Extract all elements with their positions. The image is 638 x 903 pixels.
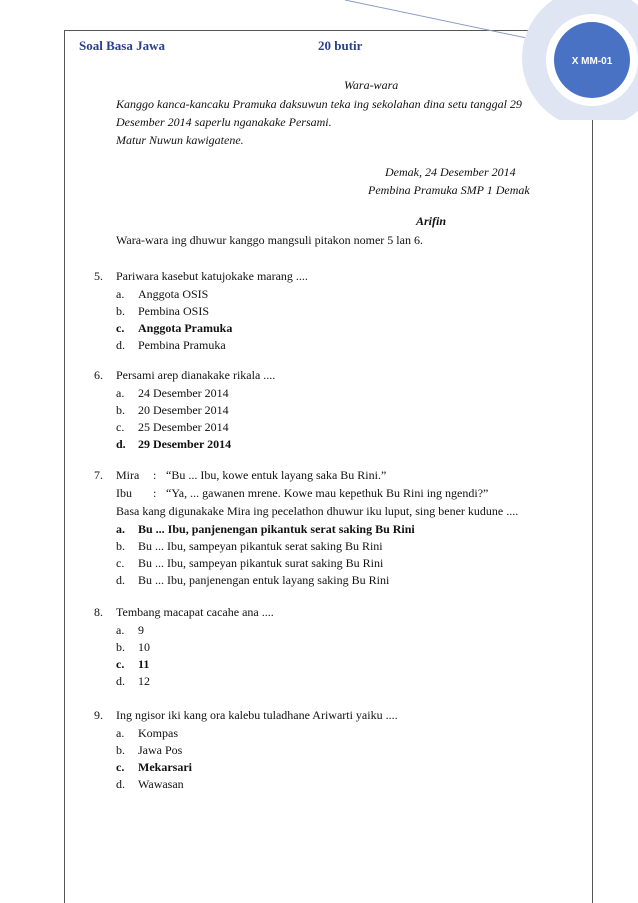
option-text: Bu ... Ibu, sampeyan pikantuk serat saking Bu Rini xyxy=(138,539,383,553)
option-text: 25 Desember 2014 xyxy=(138,420,229,434)
option-letter: c. xyxy=(116,420,125,434)
option-text: Pembina OSIS xyxy=(138,304,210,318)
dialog-separator: : xyxy=(153,486,157,500)
option-letter: a. xyxy=(116,623,125,637)
question-number: 7. xyxy=(94,468,103,482)
question-text: Tembang macapat cacahe ana .... xyxy=(116,605,274,619)
page-frame-left xyxy=(64,30,65,903)
announcement-title: Wara-wara xyxy=(344,78,399,92)
question-text: Persami arep dianakake rikala .... xyxy=(116,368,276,382)
option-letter: b. xyxy=(116,403,125,417)
announcement-line: Kanggo kanca-kancaku Pramuka daksuwun teka ing sekolahan dina setu tanggal 29 xyxy=(116,97,522,111)
option-letter: a. xyxy=(116,386,125,400)
question-number: 5. xyxy=(94,269,103,283)
option-letter-answer: a. xyxy=(116,522,125,536)
question-text: Pariwara kasebut katujokake marang .... xyxy=(116,269,308,283)
question-number: 6. xyxy=(94,368,103,382)
option-text: Wawasan xyxy=(138,777,184,791)
option-text-answer: Mekarsari xyxy=(138,760,192,774)
option-letter-answer: c. xyxy=(116,321,125,335)
announcement-line: Desember 2014 saperlu nganakake Persami. xyxy=(116,115,332,129)
announcement-signer: Arifin xyxy=(416,214,447,228)
option-text: Bu ... Ibu, panjenengan entuk layang saking Bu Rini xyxy=(138,573,390,587)
option-text-answer: Anggota Pramuka xyxy=(138,321,233,335)
option-text: Anggota OSIS xyxy=(138,287,209,301)
option-text: Bu ... Ibu, sampeyan pikantuk surat saking Bu Rini xyxy=(138,556,384,570)
option-letter: c. xyxy=(116,556,125,570)
option-letter: b. xyxy=(116,539,125,553)
option-text: 20 Desember 2014 xyxy=(138,403,229,417)
page-frame-right xyxy=(592,80,593,903)
option-letter: d. xyxy=(116,674,125,688)
dialog-speaker: Ibu xyxy=(116,486,132,500)
option-text: 12 xyxy=(138,674,150,688)
option-text-answer: Bu ... Ibu, panjenengan pikantuk serat saking Bu Rini xyxy=(138,522,415,536)
dialog-line: “Ya, ... gawanen mrene. Kowe mau kepethuk Bu Rini ing ngendi?” xyxy=(166,486,489,500)
option-text: Jawa Pos xyxy=(138,743,183,757)
dialog-speaker: Mira xyxy=(116,468,140,482)
option-text: Pembina Pramuka xyxy=(138,338,226,352)
header-count: 20 butir xyxy=(318,38,363,53)
option-letter: b. xyxy=(116,304,125,318)
question-number: 8. xyxy=(94,605,103,619)
option-letter-answer: c. xyxy=(116,657,125,671)
option-letter: d. xyxy=(116,338,125,352)
option-text: 9 xyxy=(138,623,144,637)
option-text: 24 Desember 2014 xyxy=(138,386,229,400)
announcement-place-date: Demak, 24 Desember 2014 xyxy=(385,165,516,179)
option-letter: d. xyxy=(116,777,125,791)
instruction-text: Wara-wara ing dhuwur kanggo mangsuli pitakon nomer 5 lan 6. xyxy=(116,233,423,247)
option-letter: a. xyxy=(116,287,125,301)
option-letter-answer: c. xyxy=(116,760,125,774)
option-text-answer: 29 Desember 2014 xyxy=(138,437,232,451)
question-number: 9. xyxy=(94,708,103,722)
question-text: Basa kang digunakake Mira ing pecelathon dhuwur iku luput, sing bener kudune .... xyxy=(116,504,519,518)
announcement-line: Matur Nuwun kawigatene. xyxy=(116,133,244,147)
dialog-separator: : xyxy=(153,468,157,482)
option-letter: a. xyxy=(116,726,125,740)
option-text-answer: 11 xyxy=(138,657,150,671)
dialog-line: “Bu ... Ibu, kowe entuk layang saka Bu Rini.” xyxy=(166,468,387,482)
option-letter-answer: d. xyxy=(116,437,126,451)
option-text: Kompas xyxy=(138,726,178,740)
announcement-position: Pembina Pramuka SMP 1 Demak xyxy=(368,183,530,197)
question-text: Ing ngisor iki kang ora kalebu tuladhane Ariwarti yaiku .... xyxy=(116,708,398,722)
option-letter: b. xyxy=(116,743,125,757)
option-letter: d. xyxy=(116,573,125,587)
option-text: 10 xyxy=(138,640,150,654)
header-subject: Soal Basa Jawa xyxy=(79,38,165,53)
option-letter: b. xyxy=(116,640,125,654)
class-badge: X MM-01 xyxy=(571,56,613,67)
